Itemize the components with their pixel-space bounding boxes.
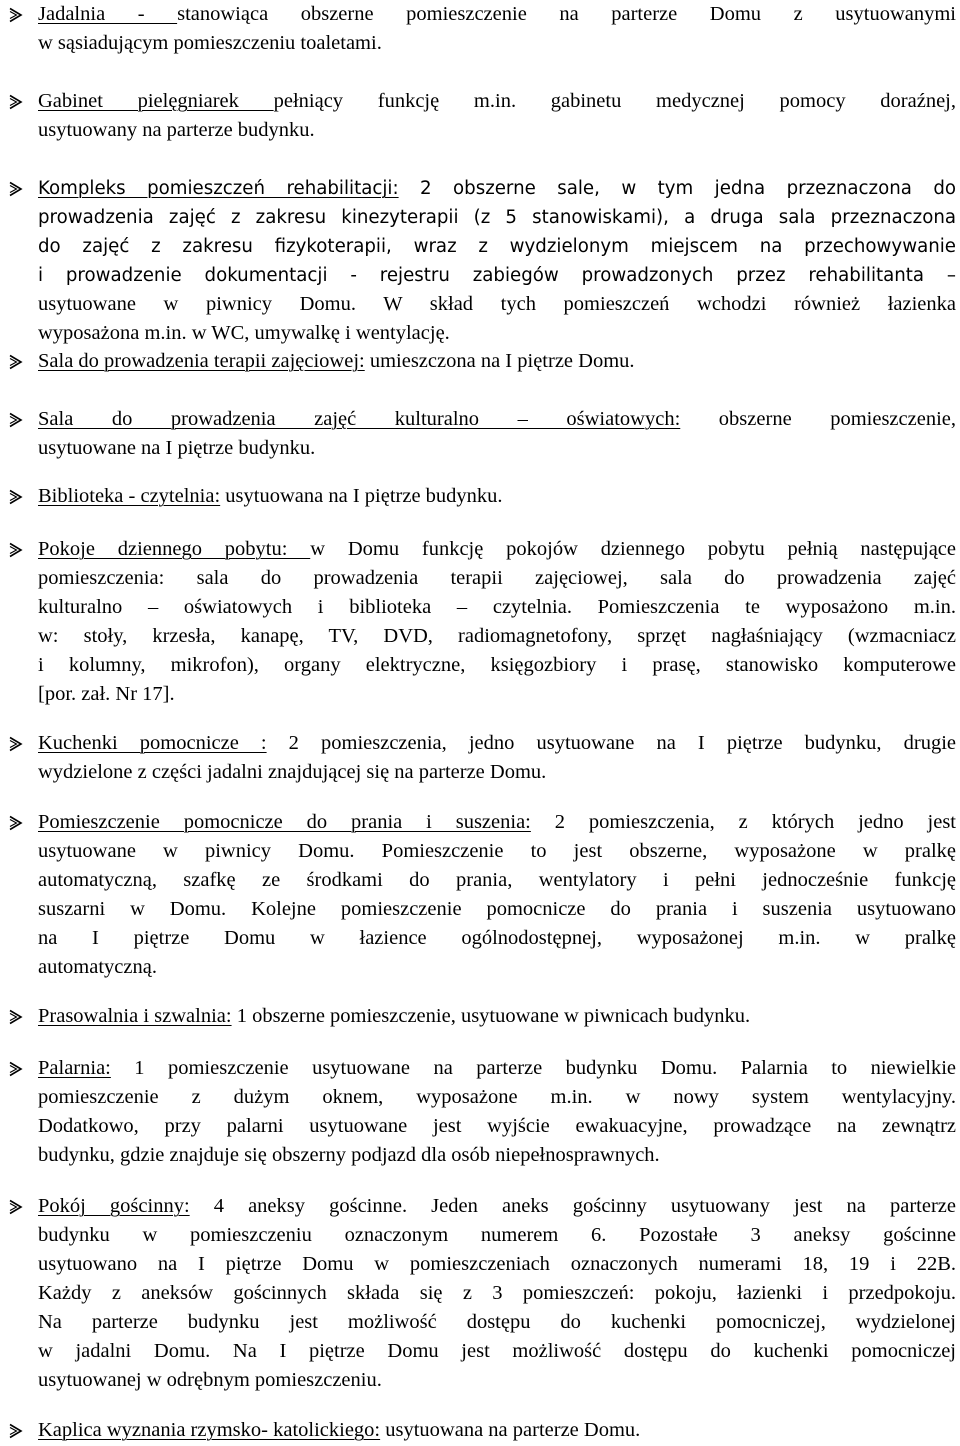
item-heading: Pokoje dziennego pobytu: bbox=[38, 538, 311, 560]
text-line bbox=[38, 261, 956, 290]
text-line bbox=[38, 1366, 956, 1395]
item-text: Dodatkowo, przy palarni usytuowane jest wyjście ewakuacyjne, prowadzące na zewnątrz bbox=[38, 1115, 956, 1137]
text-line bbox=[38, 729, 956, 758]
text-line bbox=[38, 0, 956, 29]
text-line bbox=[38, 866, 956, 895]
item-heading: Prasowalnia i szwalnia: bbox=[38, 1005, 232, 1027]
text-line bbox=[38, 758, 956, 787]
arrow-bullet-icon bbox=[8, 1423, 23, 1439]
item-text: 1 pomieszczenie usytuowane na parterze budynku Domu. Palarnia to niewielkie bbox=[110, 1057, 956, 1079]
item-text: pomieszczenia: sala do prowadzenia terapii zajęciowej, sala do prowadzenia zajęć bbox=[38, 567, 956, 589]
item-heading: Sala do prowadzenia zajęć kulturalno – oświatowych: bbox=[38, 408, 681, 430]
item-text: budynku, gdzie znajduje się obszerny podjazd dla osób niepełnosprawnych. bbox=[38, 1144, 660, 1166]
arrow-bullet-icon bbox=[8, 1199, 23, 1215]
text-line bbox=[38, 1221, 956, 1250]
text-line bbox=[38, 1002, 956, 1031]
arrow-bullet-icon bbox=[8, 736, 23, 752]
item-heading: Sala do prowadzenia terapii zajęciowej: bbox=[38, 350, 365, 372]
item-text: automatyczną. bbox=[38, 956, 157, 978]
item-text: usytuowane w piwnicy Domu. W skład tych pomieszczeń wchodzi również łazienka bbox=[38, 293, 956, 315]
item-text: umieszczona na I piętrze Domu. bbox=[364, 350, 635, 372]
text-line bbox=[38, 924, 956, 953]
text-line bbox=[38, 87, 956, 116]
item-text: suszarni w Domu. Kolejne pomieszczenie pomocnicze do prania i suszenia usytuowano bbox=[38, 898, 956, 920]
text-line bbox=[38, 1141, 956, 1170]
item-heading: Pomieszczenie pomocnicze do prania i suszenia: bbox=[38, 811, 531, 833]
item-text: Każdy z aneksów gościnnych składa się z 3 pomieszczeń: pokoju, łazienki i przedpokoju. bbox=[38, 1282, 956, 1304]
item-heading: Palarnia: bbox=[38, 1057, 111, 1079]
text-line bbox=[38, 1416, 956, 1445]
arrow-bullet-icon bbox=[8, 1061, 23, 1077]
item-text: budynku w pomieszczeniu oznaczonym numerem 6. Pozostałe 3 aneksy gościnne bbox=[38, 1224, 956, 1246]
arrow-bullet-icon bbox=[8, 412, 23, 428]
text-line bbox=[38, 319, 956, 348]
item-heading: Kompleks pomieszczeń rehabilitacji: bbox=[38, 178, 399, 199]
item-heading: Gabinet pielęgniarek bbox=[38, 90, 274, 112]
item-text: w jadalni Domu. Na I piętrze Domu jest możliwość dostępu do kuchenki pomocniczej bbox=[38, 1340, 956, 1362]
item-text: wyposażona m.in. w WC, umywalkę i wentylację. bbox=[38, 322, 450, 344]
text-line bbox=[38, 1112, 956, 1141]
text-line bbox=[38, 347, 956, 376]
item-text: do zajęć z zakresu fizykoterapii, wraz z wydzielonym miejscem na przechowywanie bbox=[38, 236, 956, 257]
text-line bbox=[38, 482, 956, 511]
text-line bbox=[38, 808, 956, 837]
item-heading: Kaplica wyznania rzymsko- katolickiego: bbox=[38, 1419, 381, 1441]
text-line bbox=[38, 680, 956, 709]
text-line bbox=[38, 405, 956, 434]
item-text: usytuowany na parterze budynku. bbox=[38, 119, 315, 141]
text-line bbox=[38, 1054, 956, 1083]
arrow-bullet-icon bbox=[8, 489, 23, 505]
text-line bbox=[38, 593, 956, 622]
item-heading: Kuchenki pomocnicze : bbox=[38, 732, 267, 754]
text-line bbox=[38, 1279, 956, 1308]
item-text: na I piętrze Domu w łazience ogólnodostępnej, wyposażonej m.in. w pralkę bbox=[38, 927, 956, 949]
text-line bbox=[38, 1337, 956, 1366]
text-line bbox=[38, 535, 956, 564]
text-line bbox=[38, 1308, 956, 1337]
item-text: usytuowane w piwnicy Domu. Pomieszczenie to jest obszerne, wyposażone w pralkę bbox=[38, 840, 956, 862]
item-text: w: stoły, krzesła, kanapę, TV, DVD, radiomagnetofony, sprzęt nagłaśniający (wzmacniacz bbox=[38, 625, 956, 647]
item-text: usytuowanej w odrębnym pomieszczeniu. bbox=[38, 1369, 382, 1391]
item-text: w Domu funkcję pokojów dziennego pobytu pełnią następujące bbox=[310, 538, 956, 560]
item-text: pełniący funkcję m.in. gabinetu medycznej pomocy doraźnej, bbox=[273, 90, 956, 112]
item-text: automatyczną, szafkę ze środkami do prania, wentylatory i pełni jednocześnie funkcję bbox=[38, 869, 956, 891]
item-text: wydzielone z części jadalni znajdującej się na parterze Domu. bbox=[38, 761, 547, 783]
item-text: prowadzenia zajęć z zakresu kinezyterapii (z 5 stanowiskami), a druga sala przeznaczona bbox=[38, 207, 956, 228]
item-text: kulturalno – oświatowych i biblioteka – czytelnia. Pomieszczenia te wyposażono m.in. bbox=[38, 596, 956, 618]
item-text: Na parterze budynku jest możliwość dostępu do kuchenki pomocniczej, wydzielonej bbox=[38, 1311, 956, 1333]
arrow-bullet-icon bbox=[8, 94, 23, 110]
text-line bbox=[38, 564, 956, 593]
item-text: 2 pomieszczenia, z których jedno jest bbox=[530, 811, 957, 833]
arrow-bullet-icon bbox=[8, 542, 23, 558]
text-line bbox=[38, 434, 956, 463]
text-line bbox=[38, 651, 956, 680]
item-text: w sąsiadującym pomieszczeniu toaletami. bbox=[38, 32, 382, 54]
text-line bbox=[38, 837, 956, 866]
arrow-bullet-icon bbox=[8, 181, 23, 197]
item-heading: Pokój gościnny: bbox=[38, 1195, 190, 1217]
item-text: 1 obszerne pomieszczenie, usytuowane w piwnicach budynku. bbox=[231, 1005, 751, 1027]
text-line bbox=[38, 203, 956, 232]
item-text: usytuowana na parterze Domu. bbox=[380, 1419, 641, 1441]
item-text: usytuowano na I piętrze Domu w pomieszczeniach oznaczonych numerami 18, 19 i 22B. bbox=[38, 1253, 956, 1275]
item-heading: Jadalnia - bbox=[38, 3, 178, 25]
text-line bbox=[38, 29, 956, 58]
item-heading: Biblioteka - czytelnia: bbox=[38, 485, 221, 507]
text-line bbox=[38, 174, 956, 203]
item-text: i kolumny, mikrofon), organy elektryczne, księgozbiory i prasę, stanowisko komputerowe bbox=[38, 654, 956, 676]
text-line bbox=[38, 895, 956, 924]
arrow-bullet-icon bbox=[8, 354, 23, 370]
text-line bbox=[38, 1083, 956, 1112]
text-line bbox=[38, 1192, 956, 1221]
text-line bbox=[38, 116, 956, 145]
item-text: 2 obszerne sale, w tym jedna przeznaczona do bbox=[398, 178, 957, 199]
item-text: 4 aneksy gościnne. Jeden aneks gościnny usytuowany jest na parterze bbox=[189, 1195, 956, 1217]
text-line bbox=[38, 232, 956, 261]
text-line bbox=[38, 1250, 956, 1279]
item-text: i prowadzenie dokumentacji - rejestru zabiegów prowadzonych przez rehabilitanta – bbox=[38, 265, 956, 286]
item-text: obszerne pomieszczenie, bbox=[680, 408, 956, 430]
item-text: 2 pomieszczenia, jedno usytuowane na I piętrze budynku, drugie bbox=[266, 732, 956, 754]
text-line bbox=[38, 953, 956, 982]
item-text: usytuowana na I piętrze budynku. bbox=[220, 485, 503, 507]
text-line bbox=[38, 622, 956, 651]
item-text: stanowiąca obszerne pomieszczenie na parterze Domu z usytuowanymi bbox=[177, 3, 956, 25]
item-text: pomieszczenie z dużym oknem, wyposażone m.in. w nowy system wentylacyjny. bbox=[38, 1086, 956, 1108]
arrow-bullet-icon bbox=[8, 7, 23, 23]
item-text: usytuowane na I piętrze budynku. bbox=[38, 437, 316, 459]
arrow-bullet-icon bbox=[8, 1009, 23, 1025]
item-text: [por. zał. Nr 17]. bbox=[38, 683, 175, 705]
text-line bbox=[38, 290, 956, 319]
arrow-bullet-icon bbox=[8, 815, 23, 831]
